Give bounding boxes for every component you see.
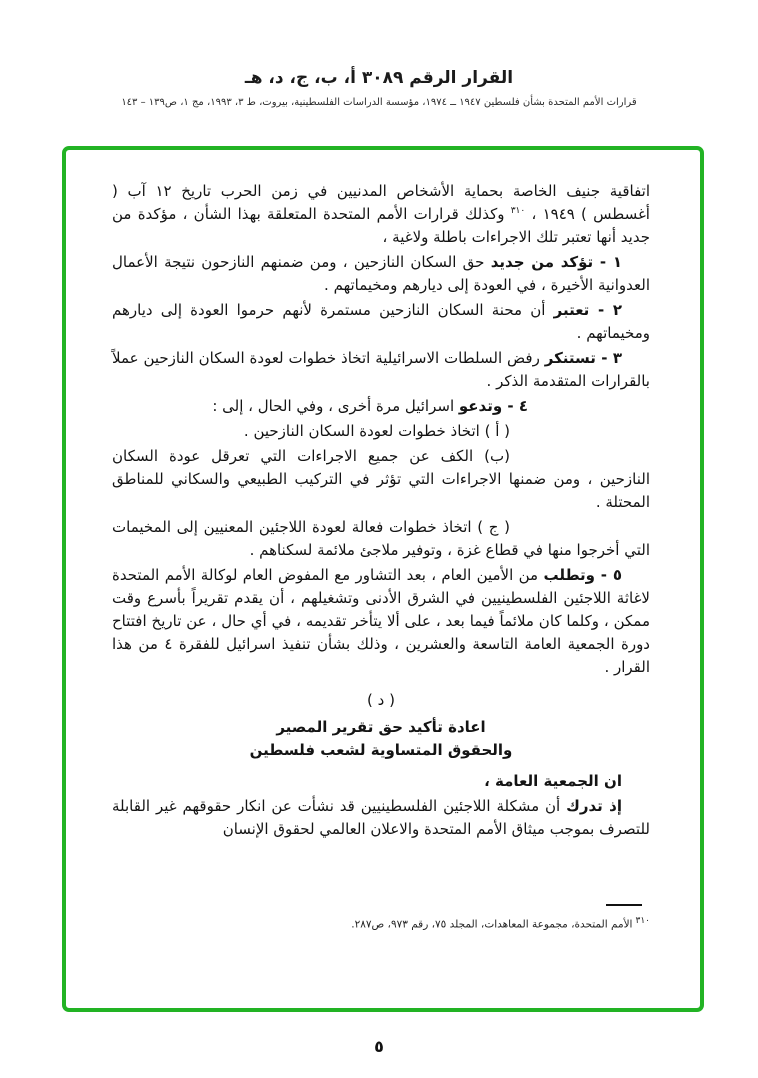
footnote-area [112, 904, 650, 931]
paragraph-intro [112, 180, 650, 249]
footnote-marker: ٣١٠ [510, 206, 526, 216]
clause-2 [112, 299, 650, 345]
intro-text-after: وكذلك قرارات الأمم المتحدة المتعلقة بهذا الشأن ، مؤكدة من جديد أنها تعتبر تلك الاجراءات باطلة ولاغية ، [112, 205, 650, 246]
clause-3-text: رفض السلطات الاسرائيلية اتخاذ خطوات لعودة السكان النازحين عملاً بالقرارات المتقدمة الذكر . [112, 349, 650, 390]
footnote-citation: الأمم المتحدة، مجموعة المعاهدات، المجلد ٧٥، رقم ٩٧٣، ص٢٨٧. [351, 918, 633, 930]
section-letter: ( د ) [367, 691, 395, 709]
subclause-a-lead: ( أ ) [484, 422, 510, 440]
content-frame [62, 146, 704, 1012]
subclause-j-lead: ( ج ) [477, 518, 510, 536]
footnote-number: ٣١٠ [635, 915, 650, 926]
clause-1 [112, 251, 650, 297]
page-number: ٥ [374, 1037, 384, 1056]
footnote-text [112, 916, 650, 931]
clause-1-lead: ١ - تؤكد من جديد [490, 253, 622, 271]
clause-4 [112, 395, 650, 418]
intro-text-before: اتفاقية جنيف الخاصة بحماية الأشخاص المدنيين في زمن الحرب تاريخ ١٢ آب ( أغسطس ) ١٩٤٩ ، [112, 182, 650, 223]
body-text [112, 180, 650, 843]
closing-text: أن مشكلة اللاجئين الفلسطينيين قد نشأت عن انكار حقوقهم غير القابلة للتصرف بموجب ميثاق الأمم المتحدة والاعلان العالمي لحقوق الإنسان [112, 797, 650, 838]
subclause-b-lead: (ب) [484, 447, 510, 465]
clause-2-text: أن محنة السكان النازحين مستمرة لأنهم حرموا العودة إلى ديارهم ومخيماتهم . [112, 301, 650, 342]
clause-2-lead: ٢ - تعتبر [553, 301, 622, 319]
clause-3-lead: ٣ - تستنكر [544, 349, 623, 367]
section-heading-line1: اعادة تأكيد حق تقرير المصير [276, 718, 486, 736]
subclause-a [112, 420, 650, 443]
subclause-j [112, 516, 650, 562]
closing-lead: إذ تدرك [566, 797, 622, 815]
subclause-a-text: اتخاذ خطوات لعودة السكان النازحين . [243, 422, 480, 440]
clause-5 [112, 564, 650, 679]
footnote-separator [606, 904, 642, 906]
assembly-lead-text: ان الجمعية العامة ، [484, 772, 622, 790]
clause-4-text: اسرائيل مرة أخرى ، وفي الحال ، إلى : [212, 397, 455, 415]
assembly-lead [112, 770, 650, 793]
clause-5-lead: ٥ - وتطلب [543, 566, 622, 584]
closing-paragraph [112, 795, 650, 841]
subclause-b [112, 445, 650, 514]
citation-line: قرارات الأمم المتحدة بشأن فلسطين ١٩٤٧ ــ ١٩٧٤، مؤسسة الدراسات الفلسطينية، بيروت، ط ٣، ١٩٩٣، مج ١، ص١٣٩ – ١٤٣ [121, 97, 637, 108]
page-title: القرار الرقم ٣٠٨٩ أ، ب، ج، د، هـ [244, 68, 514, 88]
subclause-b-text: الكف عن جميع الاجراءات التي تعرقل عودة السكان النازحين ، ومن ضمنها الاجراءات التي تؤثر في التركيب الطبيعي والسكاني للمناطق المحتلة . [112, 447, 650, 511]
clause-3 [112, 347, 650, 393]
page-header [0, 68, 758, 108]
subclause-j-text: اتخاذ خطوات فعالة لعودة اللاجئين المعنيين إلى المخيمات التي أخرجوا منها في قطاع غزة ، وتوفير ملاجئ ملائمة لسكناهم . [112, 518, 650, 559]
clause-5-text: من الأمين العام ، بعد التشاور مع المفوض العام لوكالة الأمم المتحدة لاغاثة اللاجئين الفلسطينيين في الشرق الأدنى وتشغيلهم ، أن يقدم تقريراً بأسرع وقت ممكن ، وكلما كان ملائماً فيما بعد ، على ألا يتأخر تقديمه ، في أي حال ، عن تاريخ افتتاح دورة الجمعية العامة التاسعة والعشرين ، وذلك بشأن تنفيذ اسرائيل للفقرة ٤ من هذا القرار . [112, 566, 650, 676]
section-heading-line2: والحقوق المتساوية لشعب فلسطين [249, 741, 513, 759]
clause-4-lead: ٤ - وتدعو [458, 397, 528, 415]
clause-1-text: حق السكان النازحين ، ومن ضمنهم النازحون نتيجة الأعمال العدوانية الأخيرة ، في العودة إلى ديارهم ومخيماتهم . [112, 253, 650, 294]
